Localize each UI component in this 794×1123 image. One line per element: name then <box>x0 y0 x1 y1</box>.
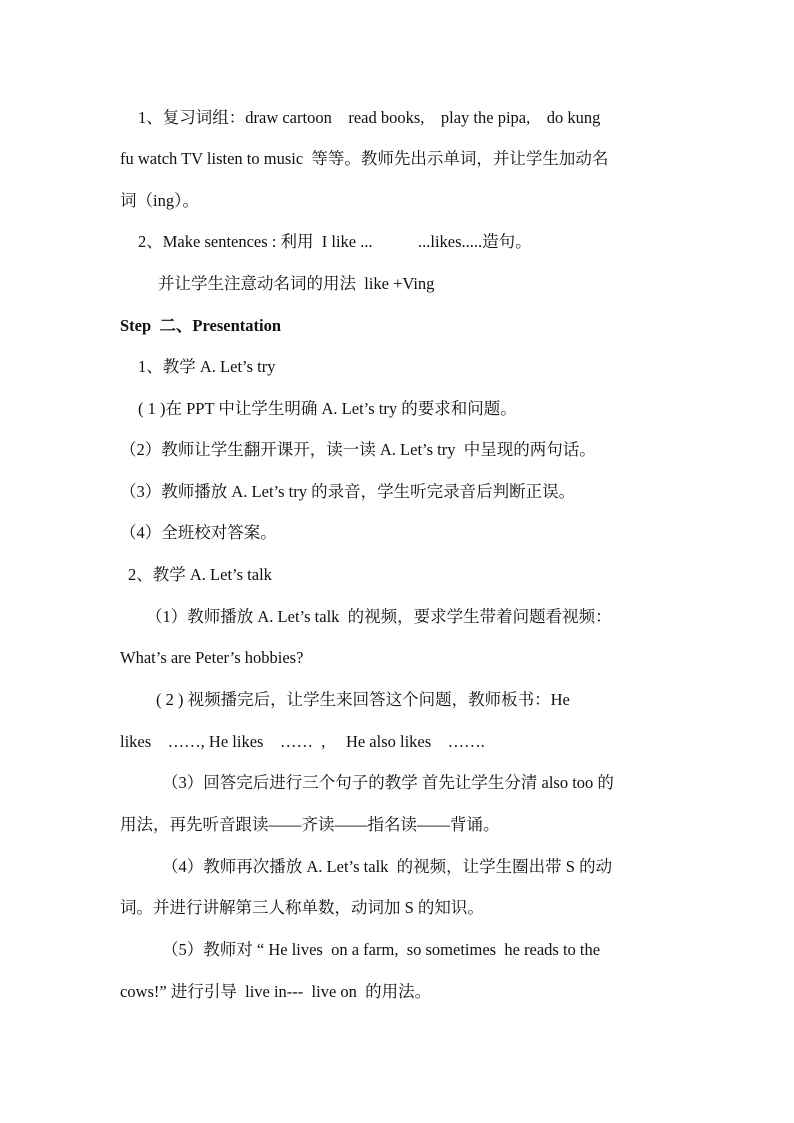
lets-try-step-1: ( 1 )在 PPT 中让学生明确 A. Let’s try 的要求和问题。 <box>138 399 517 418</box>
lets-talk-step-3-line-1: （3）回答完后进行三个句子的教学 首先让学生分清 also too 的 <box>162 773 614 792</box>
review-phrases-line-1: 1、复习词组：draw cartoon read books, play the pipa, do kung <box>138 108 601 127</box>
lets-talk-step-1-line-2: What’s are Peter’s hobbies? <box>120 648 304 667</box>
lets-talk-step-3-line-2: 用法，再先听音跟读——齐读——指名读——背诵。 <box>120 815 500 834</box>
review-phrases-line-3: 词（ing）。 <box>120 191 199 210</box>
review-phrases-line-2: fu watch TV listen to music 等等。教师先出示单词，并让学生加动名 <box>120 149 609 168</box>
lets-talk-step-2-line-1: ( 2 ) 视频播完后，让学生来回答这个问题，教师板书：He <box>156 690 570 709</box>
lets-talk-heading: 2、教学 A. Let’s talk <box>128 565 272 584</box>
lets-talk-step-4-line-2: 词。并进行讲解第三人称单数，动词加 S 的知识。 <box>120 898 484 917</box>
lets-talk-step-5-line-2: cows!” 进行引导 live in--- live on 的用法。 <box>120 982 432 1001</box>
lets-try-step-3: （3）教师播放 A. Let’s try 的录音，学生听完录音后判断正误。 <box>120 482 576 501</box>
lets-try-step-4: （4）全班校对答案。 <box>120 523 277 542</box>
lets-try-heading: 1、教学 A. Let’s try <box>138 357 276 376</box>
make-sentences-line: 2、Make sentences : 利用 I like ... ...likes.....造句。 <box>138 232 532 251</box>
gerund-note-line: 并让学生注意动名词的用法 like +Ving <box>158 274 435 293</box>
lets-talk-step-5-line-1: （5）教师对 “ He lives on a farm, so sometimes he reads to the <box>162 940 601 959</box>
section-heading: Step 二、Presentation <box>120 316 282 335</box>
lets-talk-step-4-line-1: （4）教师再次播放 A. Let’s talk 的视频，让学生圈出带 S 的动 <box>162 857 613 876</box>
lets-talk-step-2-line-2: likes ……, He likes …… , He also likes ……. <box>120 732 485 751</box>
lets-try-step-2: （2）教师让学生翻开课开，读一读 A. Let’s try 中呈现的两句话。 <box>120 440 596 459</box>
lets-talk-step-1-line-1: （1）教师播放 A. Let’s talk 的视频，要求学生带着问题看视频： <box>146 607 612 626</box>
